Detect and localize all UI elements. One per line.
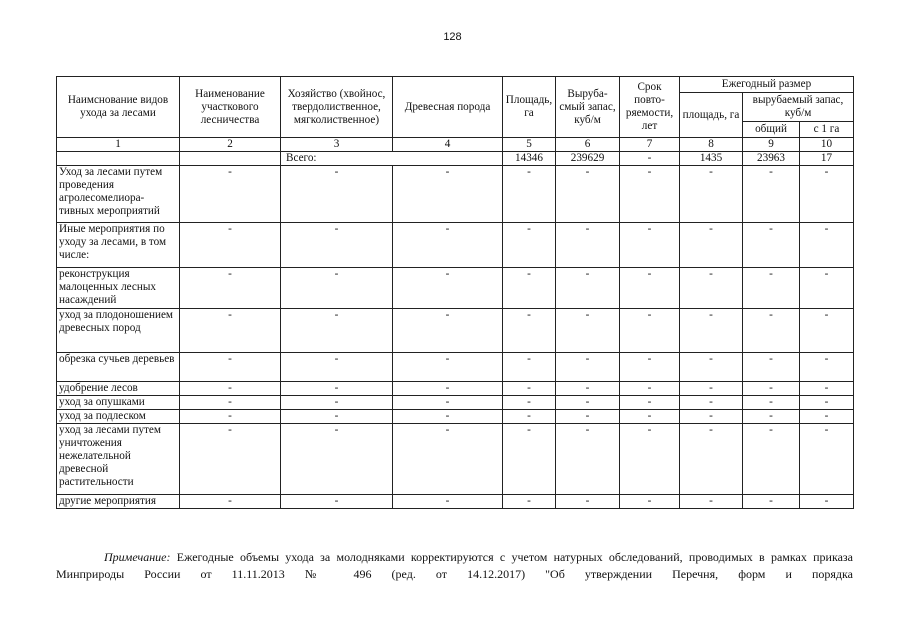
- column-number: 6: [556, 138, 620, 152]
- row-value: -: [503, 166, 556, 223]
- row-value: -: [800, 382, 854, 396]
- row-value: -: [680, 268, 743, 309]
- total-row: [57, 152, 854, 166]
- row-value: -: [503, 309, 556, 353]
- total-annual-per-ha: 17: [800, 152, 854, 166]
- row-value: -: [393, 309, 503, 353]
- column-number: 4: [393, 138, 503, 152]
- row-value: -: [556, 309, 620, 353]
- row-value: -: [743, 309, 800, 353]
- row-value: -: [620, 382, 680, 396]
- row-value: -: [503, 495, 556, 509]
- row-value: -: [180, 309, 281, 353]
- row-value: -: [620, 424, 680, 495]
- row-name: реконструкция малоценных лесных насаждений: [57, 268, 180, 309]
- row-value: -: [800, 410, 854, 424]
- table-row: [57, 495, 854, 509]
- column-number: 9: [743, 138, 800, 152]
- row-value: -: [800, 495, 854, 509]
- row-value: -: [281, 353, 393, 382]
- table-row: [57, 268, 854, 309]
- column-number: 7: [620, 138, 680, 152]
- row-value: -: [620, 223, 680, 268]
- row-value: -: [680, 166, 743, 223]
- table-row: [57, 424, 854, 495]
- row-value: -: [503, 268, 556, 309]
- row-value: -: [680, 495, 743, 509]
- row-value: -: [393, 382, 503, 396]
- row-value: -: [620, 268, 680, 309]
- row-value: -: [680, 396, 743, 410]
- row-value: -: [281, 424, 393, 495]
- row-value: -: [556, 223, 620, 268]
- row-value: -: [556, 495, 620, 509]
- row-value: -: [743, 410, 800, 424]
- row-value: -: [620, 309, 680, 353]
- total-annual-area: 1435: [680, 152, 743, 166]
- row-value: -: [800, 309, 854, 353]
- table-row: [57, 382, 854, 396]
- row-value: -: [680, 223, 743, 268]
- row-value: -: [680, 382, 743, 396]
- row-value: -: [503, 353, 556, 382]
- row-value: -: [393, 495, 503, 509]
- total-period: -: [620, 152, 680, 166]
- header-annual: Ежегодный размер: [680, 77, 854, 93]
- row-value: -: [800, 268, 854, 309]
- header-annual-volume: вырубаемый запас, куб/м: [743, 93, 854, 122]
- row-value: -: [180, 353, 281, 382]
- row-value: -: [680, 309, 743, 353]
- row-value: -: [620, 396, 680, 410]
- table-row: [57, 353, 854, 382]
- column-number: 5: [503, 138, 556, 152]
- column-number: 3: [281, 138, 393, 152]
- row-value: -: [556, 166, 620, 223]
- header-annual-area: площадь, га: [680, 93, 743, 138]
- row-value: -: [556, 268, 620, 309]
- header-period: Срок повто-ряемости, лет: [620, 77, 680, 138]
- row-value: -: [503, 424, 556, 495]
- row-value: -: [620, 495, 680, 509]
- row-name: другие мероприятия: [57, 495, 180, 509]
- total-volume: 239629: [556, 152, 620, 166]
- row-name: уход за опушками: [57, 396, 180, 410]
- row-name: обрезка сучьев деревьев: [57, 353, 180, 382]
- table-row: [57, 166, 854, 223]
- row-value: -: [180, 495, 281, 509]
- header-species: Древесная порода: [393, 77, 503, 138]
- header-annual-per-ha: с 1 га: [800, 122, 854, 138]
- row-value: -: [743, 223, 800, 268]
- row-value: -: [393, 353, 503, 382]
- row-value: -: [800, 396, 854, 410]
- row-name: уход за лесами путем уничтожения нежелательной древесной растительности: [57, 424, 180, 495]
- row-value: -: [180, 396, 281, 410]
- page-number: 128: [443, 31, 462, 43]
- forest-care-table: [56, 76, 854, 509]
- column-number-row: [57, 138, 854, 152]
- row-value: -: [281, 166, 393, 223]
- row-value: -: [743, 166, 800, 223]
- row-value: -: [620, 410, 680, 424]
- row-value: -: [180, 223, 281, 268]
- row-value: -: [281, 382, 393, 396]
- row-value: -: [281, 410, 393, 424]
- footnote-text: Ежегодные объемы ухода за молодняками корректируются с учетом натурных обследований, проводимых в рамках приказа Минприроды России от 11.11.2013 № 496 (ред. от 14.12.2017) "Об утверждении Перечня, форм и порядка: [56, 550, 853, 581]
- total-label: Всего:: [281, 152, 503, 166]
- column-number: 2: [180, 138, 281, 152]
- row-value: -: [393, 410, 503, 424]
- footnote: [56, 549, 853, 583]
- row-value: -: [743, 495, 800, 509]
- table-row: [57, 396, 854, 410]
- total-annual-volume: 23963: [743, 152, 800, 166]
- row-value: -: [503, 396, 556, 410]
- row-value: -: [620, 166, 680, 223]
- row-name: удобрение лесов: [57, 382, 180, 396]
- footnote-label: Примечание:: [104, 550, 171, 564]
- header-forestry: Наименование участкового лесничества: [180, 77, 281, 138]
- row-value: -: [556, 396, 620, 410]
- total-empty-cell: [57, 152, 180, 166]
- row-value: -: [393, 223, 503, 268]
- row-value: -: [556, 410, 620, 424]
- header-volume: Выруба-смый запас, куб/м: [556, 77, 620, 138]
- row-value: -: [620, 353, 680, 382]
- row-value: -: [800, 166, 854, 223]
- row-value: -: [281, 268, 393, 309]
- row-value: -: [743, 268, 800, 309]
- row-value: -: [180, 424, 281, 495]
- header-area: Площадь, га: [503, 77, 556, 138]
- row-name: уход за подлеском: [57, 410, 180, 424]
- column-number: 1: [57, 138, 180, 152]
- row-value: -: [281, 396, 393, 410]
- row-value: -: [800, 223, 854, 268]
- row-value: -: [556, 353, 620, 382]
- row-value: -: [281, 495, 393, 509]
- row-value: -: [800, 353, 854, 382]
- row-name: уход за плодоношением древесных пород: [57, 309, 180, 353]
- header-care-type: Наимснование видов ухода за лесами: [57, 77, 180, 138]
- row-value: -: [281, 309, 393, 353]
- row-value: -: [393, 268, 503, 309]
- table-row: [57, 410, 854, 424]
- column-number: 8: [680, 138, 743, 152]
- header-annual-total: общий: [743, 122, 800, 138]
- row-value: -: [743, 396, 800, 410]
- row-value: -: [743, 353, 800, 382]
- row-value: -: [503, 223, 556, 268]
- row-value: -: [680, 410, 743, 424]
- row-value: -: [800, 424, 854, 495]
- row-value: -: [556, 382, 620, 396]
- row-value: -: [281, 223, 393, 268]
- row-name: Уход за лесами путем проведения агролесомелиора-тивных мероприятий: [57, 166, 180, 223]
- row-name: Иные мероприятия по уходу за лесами, в том числе:: [57, 223, 180, 268]
- row-value: -: [393, 166, 503, 223]
- total-empty-cell: [180, 152, 281, 166]
- header-economy: Хозяйство (хвойнос, твердолиственное, мягколиственное): [281, 77, 393, 138]
- row-value: -: [503, 382, 556, 396]
- row-value: -: [556, 424, 620, 495]
- table-row: [57, 309, 854, 353]
- row-value: -: [743, 424, 800, 495]
- row-value: -: [743, 382, 800, 396]
- row-value: -: [680, 424, 743, 495]
- row-value: -: [180, 166, 281, 223]
- row-value: -: [503, 410, 556, 424]
- row-value: -: [180, 382, 281, 396]
- row-value: -: [393, 424, 503, 495]
- row-value: -: [680, 353, 743, 382]
- column-number: 10: [800, 138, 854, 152]
- total-area: 14346: [503, 152, 556, 166]
- row-value: -: [393, 396, 503, 410]
- table-row: [57, 223, 854, 268]
- row-value: -: [180, 268, 281, 309]
- row-value: -: [180, 410, 281, 424]
